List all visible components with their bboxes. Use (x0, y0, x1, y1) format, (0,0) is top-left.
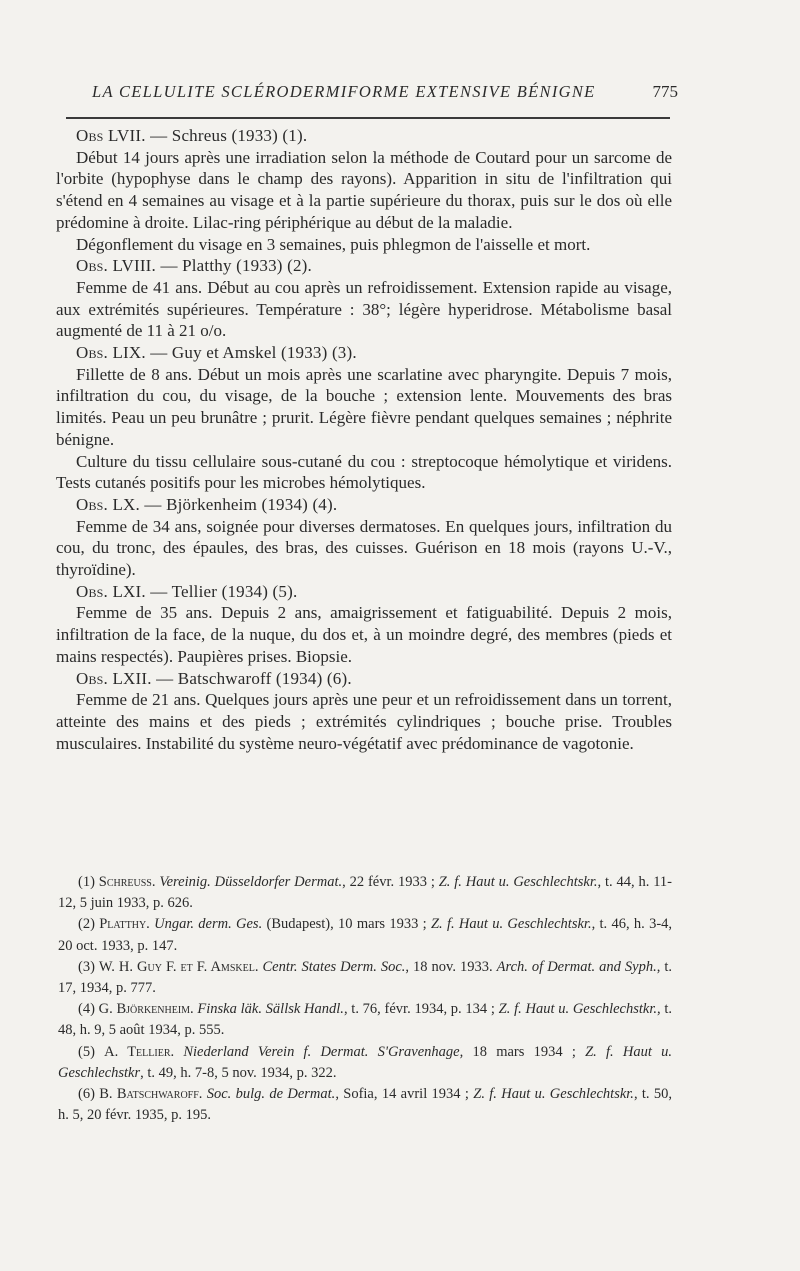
observation-ref: — Guy et Amskel (1933) (3). (145, 343, 357, 363)
footnote-author: B. Batschwaroff. (99, 1086, 203, 1103)
observation-id: Obs. LXII. (76, 668, 152, 688)
observation-id: Obs. LXI. (76, 581, 146, 601)
observation-text: Dégonflement du visage en 3 semaines, puis phlegmon de l'aisselle et mort. (76, 234, 591, 254)
footnote-detail: , t. 76, févr. 1934, p. 134 ; (343, 1001, 499, 1018)
footnote-detail: 18 mars 1934 ; (463, 1043, 586, 1060)
footnote-number: (3) (78, 958, 99, 975)
observation-heading (56, 668, 672, 690)
footnote-journal: Niederland Verein f. Dermat. S'Gravenhage, (183, 1043, 464, 1060)
footnote-detail: , t. 17, 1934, p. 777. (58, 958, 673, 997)
observation-heading (56, 125, 672, 147)
observation-heading (56, 494, 672, 516)
footnote-journal: Ungar. derm. Ges. (154, 916, 263, 933)
footnote-journal: Centr. States Derm. Soc. (262, 958, 406, 975)
footnote-journal: Z. f. Haut u. Geschlechtskr. (438, 874, 598, 890)
running-header (92, 82, 678, 102)
observation-text: Femme de 21 ans. Quelques jours après une peur et un refroidissement dans un torrent, atteinte des mains et des pieds ; extrémités cylindriques ; bouche prise. Troubles musculaires. Instabilité du système neuro-végétatif avec prédominance de vagotonie. (56, 690, 672, 753)
observation-heading (56, 342, 672, 364)
header-rule (66, 117, 670, 119)
footnote-journal: Vereinig. Düsseldorfer Dermat. (159, 874, 343, 890)
observation-text: Début 14 jours après une irradiation selon la méthode de Coutard pour un sarcome de l'orbite (hypophyse dans le champ des rayons). Apparition in situ de l'infiltration qui s'étend en 4 semaines au visage et à la partie supérieure du thorax, puis sur le dos où elle prédomine à droite. Lilac-ring périphérique au début de la maladie. (56, 147, 672, 232)
footnote-journal: Z. f. Haut u. Geschlechstkr. (498, 1001, 657, 1018)
footnote-number: (5) (78, 1043, 105, 1060)
footnote-journal: Finska läk. Sällsk Handl. (197, 1001, 344, 1018)
observation-heading (56, 255, 672, 277)
footnote-journal: Z. f. Haut u. Geschlechtskr. (473, 1086, 634, 1103)
footnote (58, 957, 672, 999)
footnote (58, 999, 672, 1041)
observation-ref: — Platthy (1933) (2). (156, 256, 312, 276)
footnote-detail: , 22 févr. 1933 ; (342, 874, 439, 890)
footnote-detail: , t. 44, h. 11-12, 5 juin 1933, p. 626. (58, 874, 672, 912)
footnote-journal: Soc. bulg. de Dermat. (206, 1086, 336, 1103)
footnote-number: (1) (78, 874, 99, 890)
footnote-number: (6) (78, 1086, 100, 1103)
footnote-author: Platthy. (99, 916, 150, 933)
page-number: 775 (652, 82, 678, 101)
footnote-author: A. Tellier. (104, 1043, 175, 1060)
observation-text: Femme de 34 ans, soignée pour diverses dermatoses. En quelques jours, infiltration du cou, du tronc, des épaules, des bras, des cuisses. Guérison en 18 mois (rayons U.-V., thyroïdine). (56, 516, 672, 580)
footnote-detail: , Sofia, 14 avril 1934 ; (335, 1086, 474, 1103)
observation-ref: — Björkenheim (1934) (4). (139, 494, 338, 514)
observation-id: Obs. LX. (76, 494, 140, 514)
footnote (58, 1084, 672, 1126)
footnote-number: (4) (78, 1001, 99, 1018)
observation-ref: — Schreus (1933) (1). (145, 126, 308, 145)
observations-body (56, 125, 672, 754)
footnote (58, 914, 672, 956)
footnote-detail: , t. 48, h. 9, 5 août 1934, p. 555. (58, 1001, 672, 1039)
observation-heading (56, 581, 672, 603)
footnote-number: (2) (78, 916, 100, 933)
footnote (58, 1042, 672, 1084)
footnote-detail: , 18 nov. 1933. (405, 958, 497, 975)
observation-id: Obs LVII. (76, 126, 146, 145)
observation-ref: — Batschwaroff (1934) (6). (151, 668, 352, 688)
observation-ref: — Tellier (1934) (5). (145, 581, 298, 601)
footnote-journal: Arch. of Dermat. and Syph. (496, 958, 657, 975)
observation-text: Femme de 41 ans. Début au cou après un refroidissement. Extension rapide au visage, aux extrémités supérieures. Température : 38°; légère hyperidrose. Métabolisme basal augmenté de 11 à 21 o/o. (56, 277, 672, 341)
observation-text: Culture du tissu cellulaire sous-cutané du cou : streptocoque hémolytique et viridens. Tests cutanés positifs pour les microbes hémolytiques. (56, 451, 672, 493)
footnote-journal: Z. f. Haut u. Geschlechstkr (58, 1043, 673, 1081)
observation-id: Obs. LVIII. (76, 256, 156, 276)
footnote-journal: Z. f. Haut u. Geschlechtskr. (430, 916, 592, 933)
footnote (58, 872, 672, 914)
footnotes (58, 872, 672, 1126)
running-title: LA CELLULITE SCLÉRODERMIFORME EXTENSIVE BÉNIGNE (92, 82, 596, 101)
footnote-detail: , t. 46, h. 3-4, 20 oct. 1933, p. 147. (58, 916, 673, 954)
observation-text: Femme de 35 ans. Depuis 2 ans, amaigrissement et fatiguabilité. Depuis 2 mois, infiltration de la face, de la nuque, du dos et, à un moindre degré, des membres (pieds et mains respectés). Paupières prises. Biopsie. (56, 603, 672, 666)
observation-id: Obs. LIX. (76, 343, 146, 363)
footnote-author: W. H. Guy F. et F. Amskel. (98, 958, 259, 975)
footnote-author: Schreuss. (98, 874, 156, 890)
footnote-detail: (Budapest), 10 mars 1933 ; (262, 916, 431, 933)
footnote-detail: , t. 50, h. 5, 20 févr. 1935, p. 195. (58, 1086, 672, 1124)
footnote-author: G. Björkenheim. (98, 1001, 194, 1018)
footnote-detail: , t. 49, h. 7-8, 5 nov. 1934, p. 322. (140, 1064, 337, 1081)
observation-text: Fillette de 8 ans. Début un mois après une scarlatine avec pharyngite. Depuis 7 mois, infiltration du cou, du visage, de la bouche ; extension lente. Mouvements des bras limités. Peau un peu brunâtre ; prurit. Légère fièvre pendant quelques semaines ; néphrite bénigne. (56, 364, 672, 449)
